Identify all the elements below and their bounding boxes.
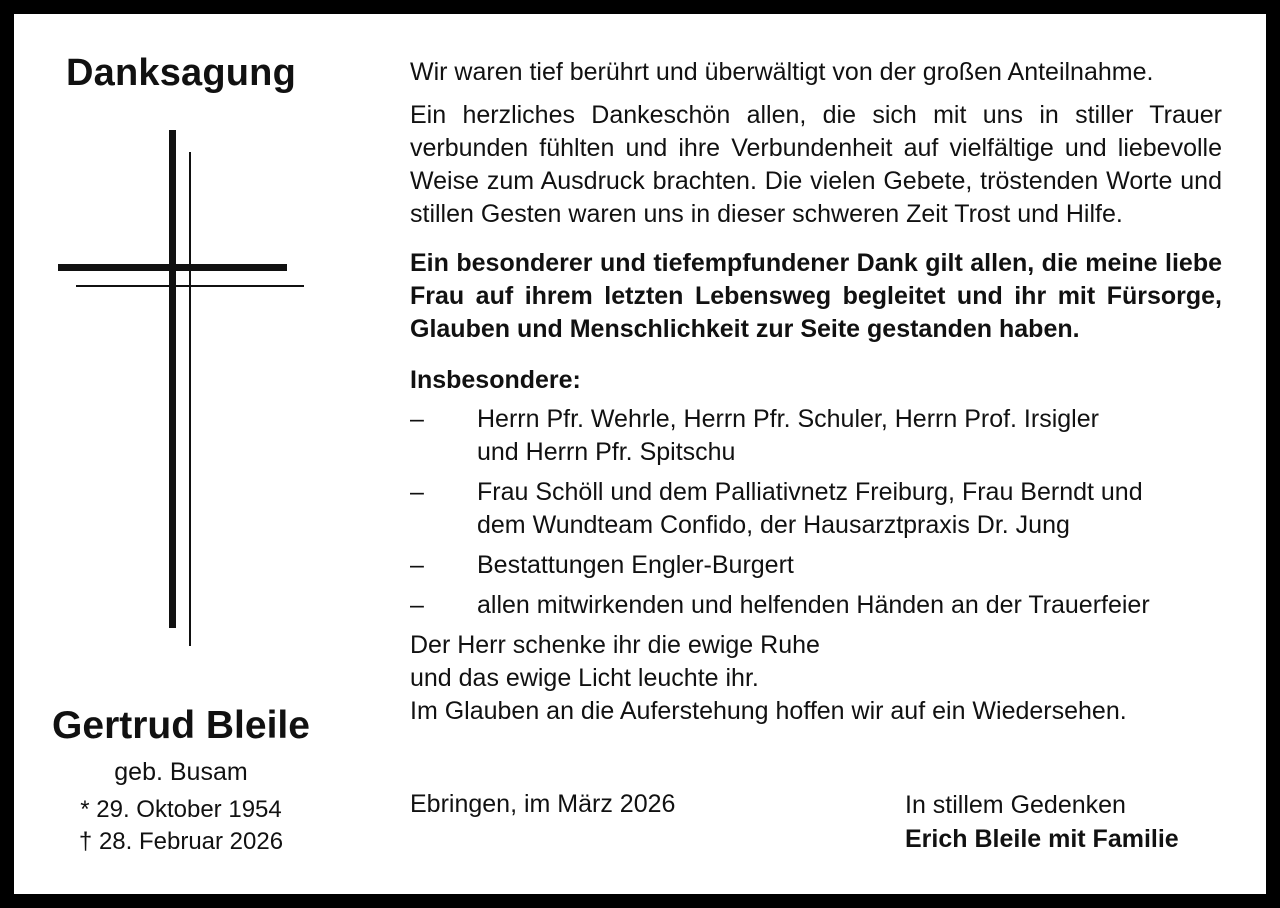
- prayer: [410, 629, 1222, 728]
- death-date: † 28. Februar 2026: [78, 828, 284, 855]
- thanks-text: [410, 56, 1222, 728]
- birth-date: * 29. Oktober 1954: [80, 796, 282, 823]
- list-item: [410, 549, 1222, 582]
- memory-line: In stillem Gedenken: [905, 791, 1126, 819]
- list-item-line: Herrn Pfr. Wehrle, Herrn Pfr. Schuler, Herrn Prof. Irsigler: [477, 405, 1099, 433]
- place-date: Ebringen, im März 2026: [410, 790, 676, 818]
- list-item-line: allen mitwirkenden und helfenden Händen an der Trauerfeier: [477, 591, 1150, 619]
- list-dash: –: [410, 478, 424, 506]
- cross-horizontal-thick: [58, 264, 287, 271]
- list-dash: –: [410, 551, 424, 579]
- maiden-name: geb. Busam: [114, 758, 248, 786]
- obituary-notice: [14, 14, 1266, 894]
- prayer-line: Im Glauben an die Auferstehung hoffen wir auf ein Wiedersehen.: [410, 697, 1127, 725]
- list-item-line: dem Wundteam Confido, der Hausarztpraxis Dr. Jung: [477, 511, 1070, 539]
- life-dates: [14, 794, 348, 858]
- list-item: [410, 476, 1222, 542]
- paragraph-thanks: Ein herzliches Dankeschön allen, die sich mit uns in stiller Trauer verbunden fühlten und ihre Verbundenheit auf vielfältige und liebevolle Weise zum Ausdruck brachten. Die vielen Gebete, tröstenden Worte und stillen Gesten waren uns in dieser schweren Zeit Trost und Hilfe.: [410, 101, 1222, 228]
- cross-vertical-thick: [169, 130, 176, 628]
- list-item-line: und Herrn Pfr. Spitschu: [477, 438, 736, 466]
- list-item: [410, 403, 1222, 469]
- insbesondere-heading: Insbesondere:: [410, 366, 581, 394]
- prayer-line: und das ewige Licht leuchte ihr.: [410, 664, 759, 692]
- list-item-line: Bestattungen Engler-Burgert: [477, 551, 794, 579]
- cross-icon: [54, 130, 314, 650]
- paragraph-special-thanks: Ein besonderer und tiefempfundener Dank gilt allen, die meine liebe Frau auf ihrem letzten Lebensweg begleitet und ihr mit Fürsorge, Glauben und Menschlichkeit zur Seite gestanden haben.: [410, 249, 1222, 343]
- cross-horizontal-thin: [76, 285, 304, 287]
- notice-title: Danksagung: [65, 52, 297, 94]
- list-item-line: Frau Schöll und dem Palliativnetz Freiburg, Frau Berndt und: [477, 478, 1143, 506]
- list-dash: –: [410, 405, 424, 433]
- family-signature: Erich Bleile mit Familie: [905, 825, 1179, 853]
- cross-vertical-thin: [189, 152, 191, 646]
- signature-block: [905, 788, 1179, 856]
- prayer-line: Der Herr schenke ihr die ewige Ruhe: [410, 631, 820, 659]
- paragraph-intro: Wir waren tief berührt und überwältigt von der großen Anteilnahme.: [410, 58, 1154, 86]
- deceased-name: Gertrud Bleile: [52, 704, 310, 747]
- list-dash: –: [410, 591, 424, 619]
- list-item: [410, 589, 1222, 622]
